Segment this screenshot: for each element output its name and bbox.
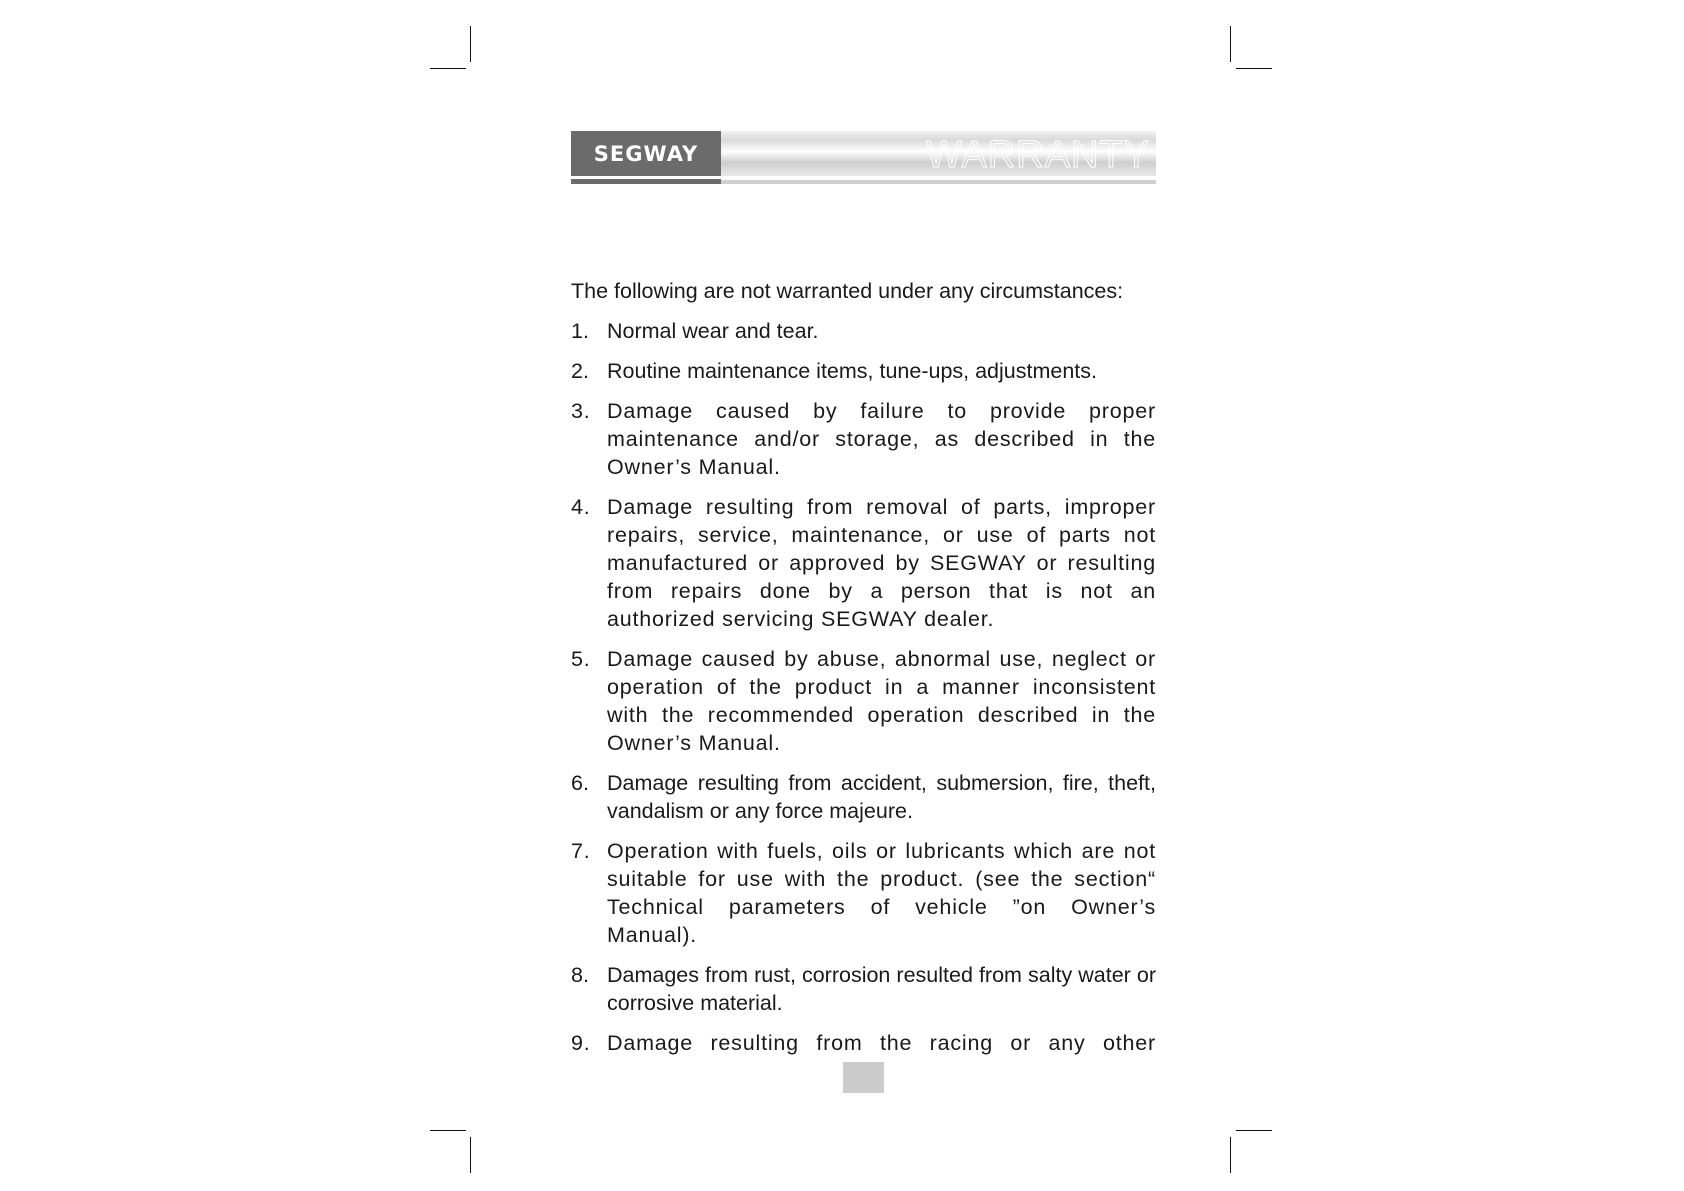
item-number: 3.	[571, 399, 591, 423]
page-header	[571, 131, 1156, 185]
header-rule-light	[721, 180, 1156, 184]
intro-text: The following are not warranted under any circumstances:	[571, 279, 1124, 303]
list-item	[571, 357, 1156, 385]
crop-mark	[1230, 26, 1231, 62]
item-number: 9.	[571, 1031, 591, 1055]
crop-mark	[430, 68, 466, 69]
item-text: Damage caused by failure to provide proper maintenance and/or storage, as described in the Owner’s Manual.	[607, 399, 1156, 479]
brand-name: SEGWAY	[593, 141, 699, 166]
header-rule-dark	[571, 179, 721, 184]
item-text: Damage caused by abuse, abnormal use, neglect or operation of the product in a manner inconsistent with the recommended operation described in the Owner’s Manual.	[607, 647, 1156, 755]
item-text: Damages from rust, corrosion resulted from salty water or corrosive material.	[607, 963, 1156, 1015]
item-text: Routine maintenance items, tune-ups, adjustments.	[607, 359, 1097, 383]
item-number: 5.	[571, 647, 591, 671]
item-number: 8.	[571, 963, 589, 987]
crop-mark	[470, 26, 471, 62]
item-number: 2.	[571, 359, 589, 383]
crop-mark	[1230, 1137, 1231, 1173]
item-text: Operation with fuels, oils or lubricants which are not suitable for use with the product. (see the section“ Technical parameters of vehicle ”on Owner’s Manual).	[607, 839, 1156, 947]
exclusions-list	[571, 317, 1156, 1057]
item-number: 7.	[571, 839, 591, 863]
item-number: 4.	[571, 495, 591, 519]
list-item	[571, 1029, 1156, 1057]
crop-mark	[1236, 1130, 1272, 1131]
page-number-box	[843, 1062, 884, 1093]
list-item	[571, 961, 1156, 1017]
section-title: WARRANTY	[925, 134, 1150, 176]
crop-mark	[430, 1130, 466, 1131]
list-item	[571, 397, 1156, 481]
item-text: Normal wear and tear.	[607, 319, 819, 343]
brand-logo	[571, 131, 721, 176]
crop-mark	[1236, 68, 1272, 69]
list-item	[571, 769, 1156, 825]
list-item	[571, 493, 1156, 633]
item-number: 1.	[571, 319, 589, 343]
list-item	[571, 317, 1156, 345]
item-text: Damage resulting from the racing or any other	[607, 1031, 1156, 1055]
item-text: Damage resulting from removal of parts, improper repairs, service, maintenance, or use of parts not manufactured or approved by SEGWAY or resulting from repairs done by a person that is not an authorized servicing SEGWAY dealer.	[607, 495, 1156, 631]
list-item	[571, 837, 1156, 949]
header-bar	[721, 131, 1156, 176]
item-number: 6.	[571, 771, 589, 795]
item-text: Damage resulting from accident, submersion, fire, theft, vandalism or any force majeure.	[607, 771, 1156, 823]
warranty-body	[571, 277, 1156, 1069]
list-item	[571, 645, 1156, 757]
crop-mark	[470, 1137, 471, 1173]
